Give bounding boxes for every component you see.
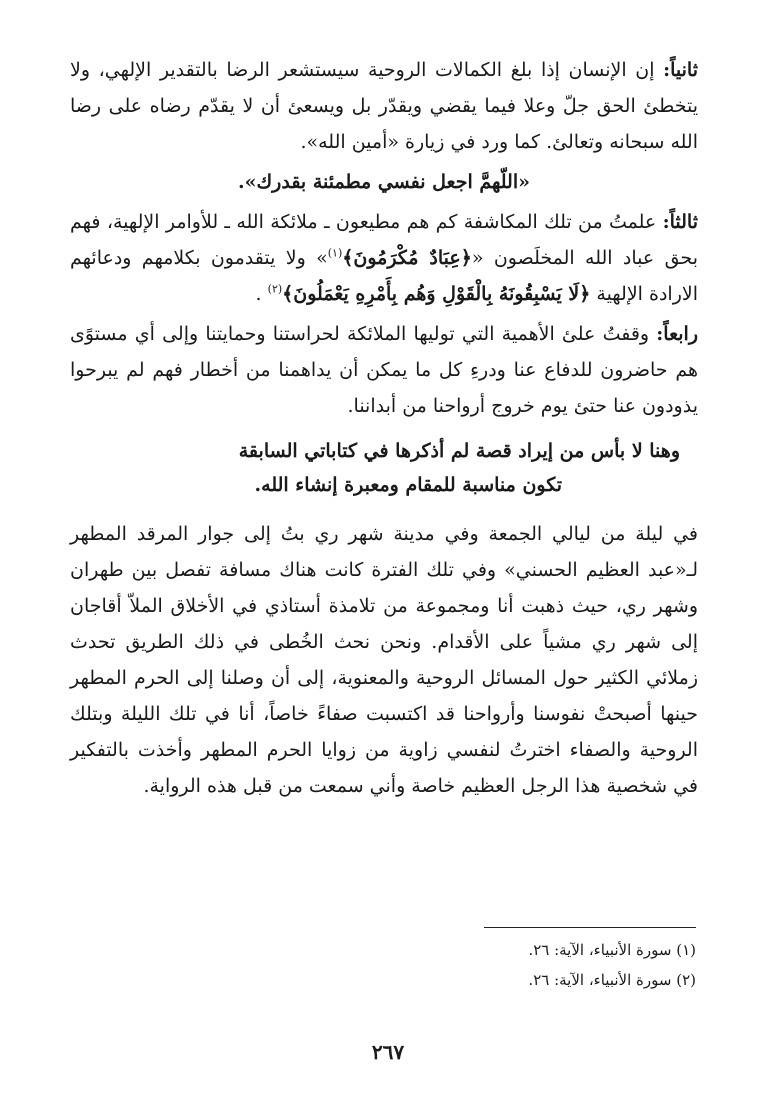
footnote-1: (١) سورة الأنبياء، الآية: ٢٦. [528, 941, 696, 959]
section-heading [70, 434, 680, 502]
label-third: ثالثاً: [662, 211, 698, 233]
text-third-b: » ولا يتقدمون بكلامهم ودعائهم الارادة الإلهية [70, 247, 698, 305]
text-fourth: وقفتُ علئ الأهمية التي توليها الملائكة لحراستنا وحمايتنا وإلى أي مستوًى هم حاضرون للدفاع عنا ودرءِ كل ما يمكن أن يداهمنا من أخطار فهم لم يبرحوا يذودون عنا حتئ يوم خروج أرواحنا من أبداننا. [70, 323, 698, 417]
page-number: ٢٦٧ [371, 1040, 405, 1064]
paragraph-second [70, 52, 698, 160]
footnote-ref-2: (٢) [267, 282, 283, 296]
heading-line-2: تكون مناسبة للمقام ومعبرة إنشاء الله. [254, 474, 562, 496]
footnote-divider [484, 927, 696, 928]
paragraph-fourth [70, 316, 698, 424]
verse-two: ﴿لَا يَسْبِقُونَهُ بِالْقَوْلِ وَهُم بِأَمْرِهِ يَعْمَلُونَ﴾ [282, 283, 591, 305]
footnotes [360, 935, 696, 995]
footnote-2: (٢) سورة الأنبياء، الآية: ٢٦. [528, 971, 696, 989]
footnote-ref-1: (١) [327, 246, 343, 260]
verse-one: ﴿عِبَادٌ مُكْرَمُونَ﴾ [342, 247, 472, 269]
prayer-line: «اللّهمَّ اجعل نفسي مطمئنة بقدرك». [238, 171, 530, 193]
text-second: إن الإنسان إذا بلغ الكمالات الروحية سيستشعر الرضا بالتقدير الإلهي، ولا يتخطئ الحق جلّ وعلا فيما يقضي ويقدّر بل ويسعئ أن لا يقدّم رضاه على رضا الله سبحانه وتعالئ. كما ورد في زيارة «أمين الله». [70, 59, 698, 153]
paragraph-third [70, 204, 698, 312]
heading-line-1: وهنا لا بأس من إيراد قصة لم أذكرها في كتاباتي السابقة [238, 440, 680, 462]
text-third-c: . [255, 283, 268, 305]
label-second: ثانياً: [663, 59, 698, 81]
paragraph-story: في ليلة من ليالي الجمعة وفي مدينة شهر ري بتُ إلى جوار المرقد المطهر لـ«عبد العظيم الحسني» وفي تلك الفترة كانت هناك مسافة تفصل بين طهران وشهر ري، حيث ذهبت أنا ومجموعة من تلامذة أستاذي في الأخلاق الملاّ أقاجان إلى شهر ري مشياً على الأقدام. ونحن نحث الخُطى في ذلك الطريق تحدث زملائي الكثير حول المسائل الروحية والمعنوية، إلى أن وصلنا إلى الحرم المطهر حينها أصبحتْ نفوسنا وأرواحنا قد اكتسبت صفاءً خاصاً، أنا في تلك الليلة وبتلك الروحية والصفاء اخترتُ لنفسي زاوية من زوايا الحرم المطهر وأخذت بالتفكير في شخصية هذا الرجل العظيم خاصة وأني سمعت من قبل هذه الرواية. [70, 523, 698, 797]
page-body [70, 52, 698, 808]
label-fourth: رابعاً: [656, 323, 698, 345]
text-third-a: علمتُ من تلك المكاشفة كم هم مطيعون ـ ملائكة الله ـ للأوامر الإلهية، فهم بحق عباد الله المخلَصون « [70, 211, 698, 269]
